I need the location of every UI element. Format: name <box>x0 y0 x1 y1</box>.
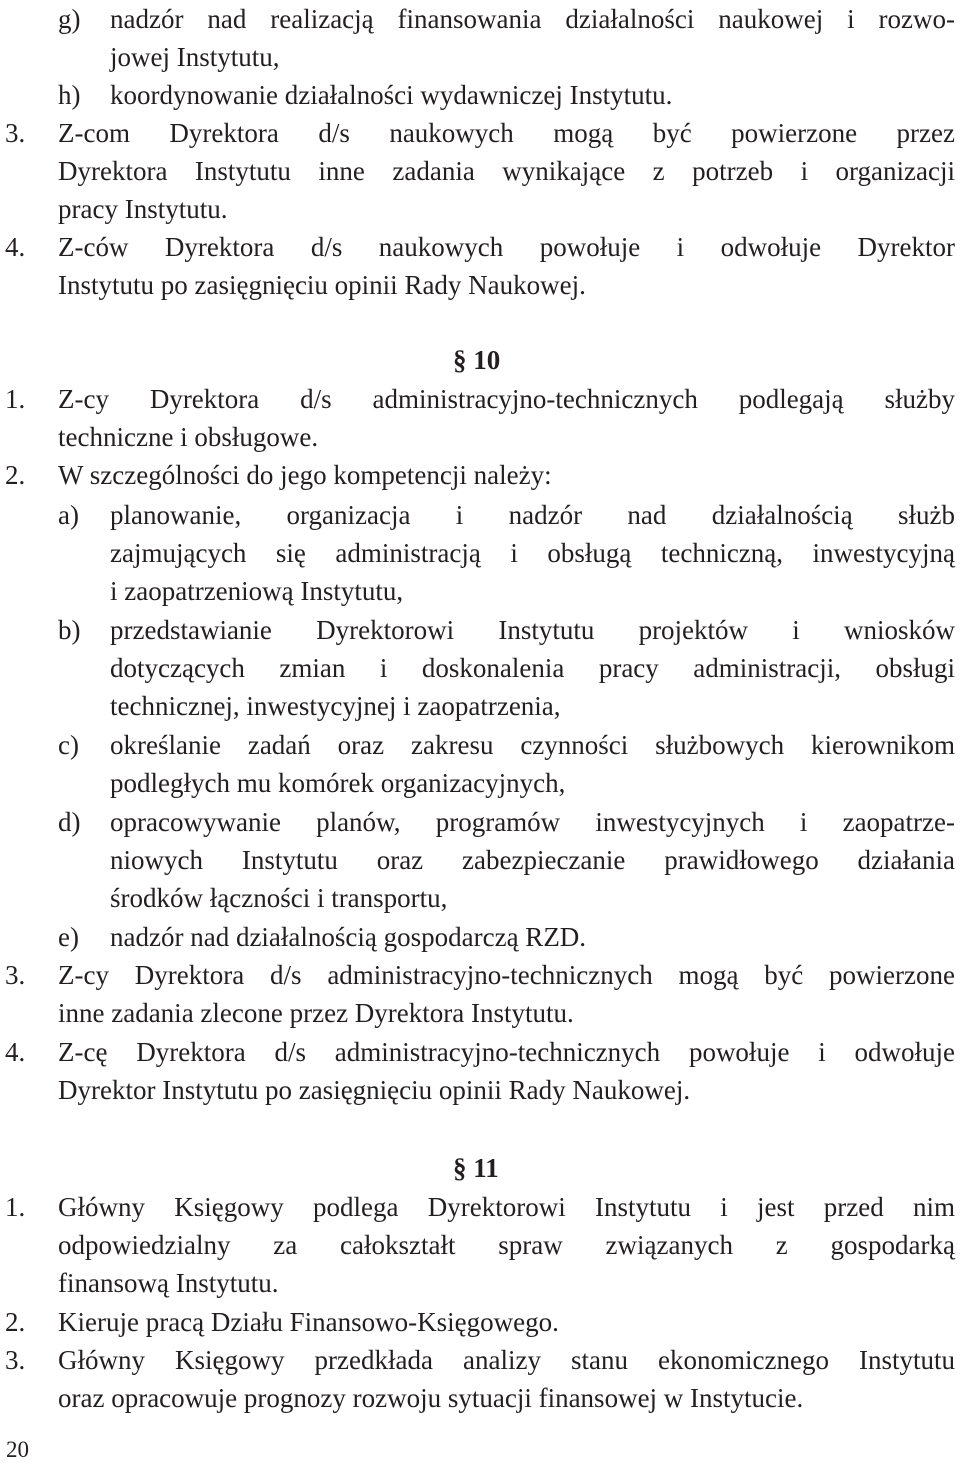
paragraph-number: 3. <box>5 118 26 148</box>
paragraph-text-line: inne zadania zlecone przez Dyrektora Instytutu. <box>58 998 574 1028</box>
paragraph-text-line: odpowiedzialny za całokształt spraw związanych z gospodarką <box>58 1230 955 1260</box>
paragraph-text-line: Z-ców Dyrektora d/s naukowych powołuje i odwołuje Dyrektor <box>58 232 955 262</box>
paragraph-text-line: Kieruje pracą Działu Finansowo-Księgowego. <box>58 1307 559 1337</box>
paragraph-number: 1. <box>5 1192 26 1222</box>
item-label: g) <box>58 4 81 34</box>
paragraph-number: 3. <box>5 1345 26 1375</box>
item-text-line: dotyczących zmian i doskonalenia pracy administracji, obsługi <box>110 653 955 683</box>
item-text-line: opracowywanie planów, programów inwestycyjnych i zaopatrze- <box>110 807 955 837</box>
item-label: d) <box>58 807 81 837</box>
item-text-line: zajmujących się administracją i obsługą techniczną, inwestycyjną <box>110 538 955 568</box>
item-text-line: koordynowanie działalności wydawniczej Instytutu. <box>110 80 673 110</box>
paragraph-text-line: Instytutu po zasięgnięciu opinii Rady Naukowej. <box>58 270 586 300</box>
item-text-line: określanie zadań oraz zakresu czynności służbowych kierownikom <box>110 730 955 760</box>
paragraph-text-line: finansową Instytutu. <box>58 1268 279 1298</box>
section-heading: § 11 <box>453 1153 499 1183</box>
item-label: a) <box>58 500 79 530</box>
item-text-line: nadzór nad realizacją finansowania działalności naukowej i rozwo- <box>110 4 955 34</box>
section-heading: § 10 <box>453 345 501 375</box>
paragraph-text-line: Główny Księgowy przedkłada analizy stanu ekonomicznego Instytutu <box>58 1345 955 1375</box>
page-number: 20 <box>6 1437 29 1462</box>
paragraph-text-line: Dyrektor Instytutu po zasięgnięciu opinii Rady Naukowej. <box>58 1075 691 1105</box>
item-label: c) <box>58 730 79 760</box>
paragraph-number: 4. <box>5 232 26 262</box>
item-text-line: planowanie, organizacja i nadzór nad działalnością służb <box>110 500 955 530</box>
item-text-line: i zaopatrzeniową Instytutu, <box>110 576 404 606</box>
item-text-line: podległych mu komórek organizacyjnych, <box>110 768 566 798</box>
item-text-line: jowej Instytutu, <box>110 42 280 72</box>
paragraph-text-line: Z-cy Dyrektora d/s administracyjno-technicznych podlegają służby <box>58 384 955 414</box>
item-text-line: technicznej, inwestycyjnej i zaopatrzenia, <box>110 691 561 721</box>
item-text-line: przedstawianie Dyrektorowi Instytutu projektów i wniosków <box>110 615 955 645</box>
paragraph-number: 2. <box>5 460 26 490</box>
paragraph-number: 4. <box>5 1037 26 1067</box>
paragraph-text-line: Z-com Dyrektora d/s naukowych mogą być powierzone przez <box>58 118 955 148</box>
item-text-line: środków łączności i transportu, <box>110 883 448 913</box>
paragraph-number: 1. <box>5 384 26 414</box>
paragraph-text-line: techniczne i obsługowe. <box>58 422 319 452</box>
paragraph-text-line: Z-cę Dyrektora d/s administracyjno-technicznych powołuje i odwołuje <box>58 1037 955 1067</box>
paragraph-text-line: oraz opracowuje prognozy rozwoju sytuacji finansowej w Instytucie. <box>58 1383 804 1413</box>
paragraph-text-line: pracy Instytutu. <box>58 194 228 224</box>
paragraph-text-line: Główny Księgowy podlega Dyrektorowi Instytutu i jest przed nim <box>58 1192 955 1222</box>
item-text-line: nadzór nad działalnością gospodarczą RZD. <box>110 922 587 952</box>
item-label: e) <box>58 922 79 952</box>
item-label: b) <box>58 615 81 645</box>
paragraph-text-line: W szczególności do jego kompetencji należy: <box>58 460 552 490</box>
paragraph-number: 3. <box>5 960 26 990</box>
paragraph-text-line: Z-cy Dyrektora d/s administracyjno-technicznych mogą być powierzone <box>58 960 955 990</box>
paragraph-number: 2. <box>5 1307 26 1337</box>
item-text-line: niowych Instytutu oraz zabezpieczanie prawidłowego działania <box>110 845 955 875</box>
paragraph-text-line: Dyrektora Instytutu inne zadania wynikające z potrzeb i organizacji <box>58 156 955 186</box>
item-label: h) <box>58 80 81 110</box>
